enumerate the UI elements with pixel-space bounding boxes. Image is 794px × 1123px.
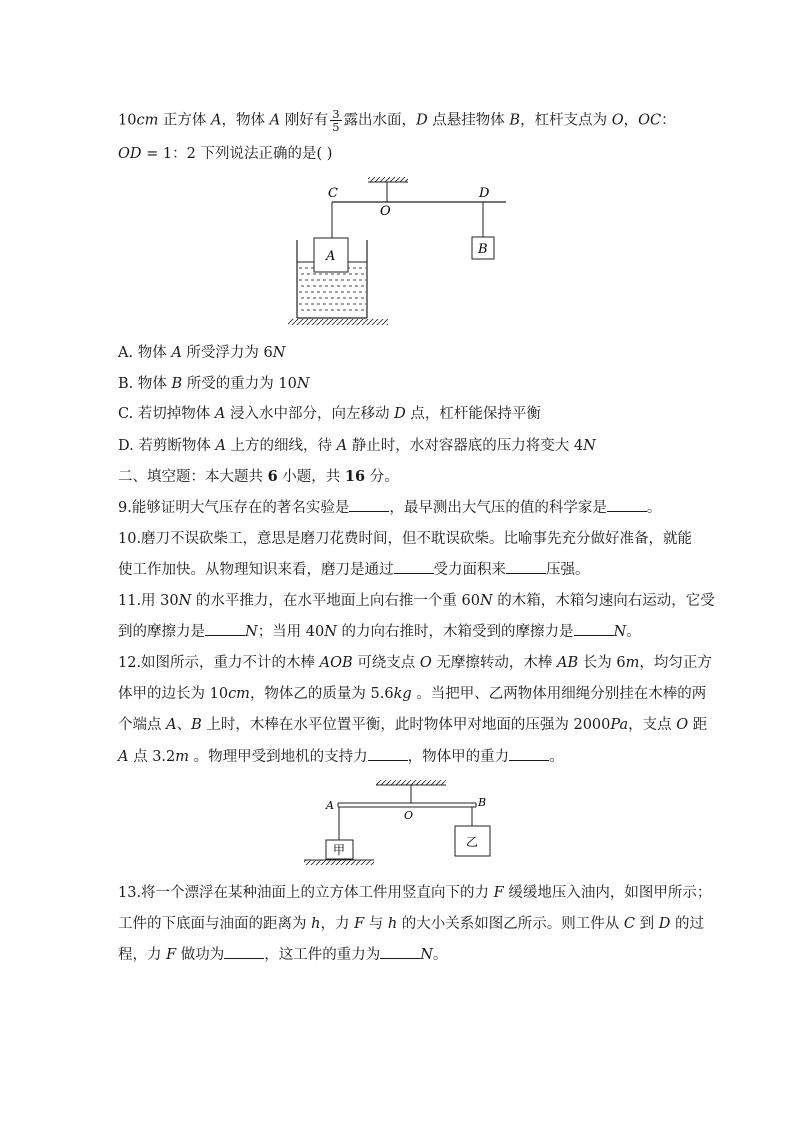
question-13-line3: 程，力 F 做功为 ，这工件的重力为 N。 xyxy=(118,947,448,963)
label-jia: 甲 xyxy=(333,843,346,857)
question-12-line3: 个端点 A、B 上时，木棒在水平位置平衡，此时物体甲对地面的压强为 2000Pa，支点 O 距 xyxy=(118,717,708,733)
option-A: A. 物体 A 所受浮力为 6N xyxy=(118,345,286,361)
label-C: C xyxy=(328,186,338,201)
answer-blank[interactable] xyxy=(394,561,434,574)
fraction-three-fifths: $\frac{3}{5}$ xyxy=(332,107,340,134)
option-D: D. 若剪断物体 A 上方的细线，待 A 静止时，水对容器底的压力将变大 4N xyxy=(118,438,596,454)
question-11-line1: 11.用 30N 的水平推力，在水平地面上向右推一个重 60N 的木箱，木箱匀速向右运动，它受 xyxy=(118,593,715,609)
answer-blank[interactable] xyxy=(607,499,647,512)
label-O: O xyxy=(404,809,414,822)
option-C: C. 若切掉物体 A 浸入水中部分，向左移动 D 点，杠杆能保持平衡 xyxy=(118,406,541,422)
question-12-line2: 体甲的边长为 10cm，物体乙的质量为 5.6kg 。当把甲、乙两物体用细绳分别挂在木棒的两 xyxy=(118,686,707,702)
question-12-line1: 12.如图所示，重力不计的木棒 AOB 可绕支点 O 无摩擦转动，木棒 AB 长为 6m，均匀正方 xyxy=(118,655,712,671)
ceiling-hatch xyxy=(368,177,408,182)
question-10-line2: 使工作加快。从物理知识来看，磨刀是通过 受力面积来 压强。 xyxy=(118,562,590,578)
answer-blank[interactable] xyxy=(574,623,614,636)
answer-blank[interactable] xyxy=(224,946,264,959)
answer-blank[interactable] xyxy=(506,561,546,574)
label-yi: 乙 xyxy=(466,835,479,849)
label-B: B xyxy=(478,242,488,257)
section-heading: 二、填空题：本大题共 6 小题，共 16 分。 xyxy=(118,468,399,485)
label-D: D xyxy=(479,186,490,201)
answer-blank[interactable] xyxy=(380,946,420,959)
option-B: B. 物体 B 所受的重力为 10N xyxy=(118,376,310,392)
lever-container-figure xyxy=(280,172,520,332)
question-12-line4: A 点 3.2m 。物理甲受到地机的支持力 ，物体甲的重力 。 xyxy=(118,749,564,765)
answer-blank[interactable] xyxy=(368,748,408,761)
ground-hatch xyxy=(304,860,374,865)
q8-line1: 10cm 正方体 A，物体 A 刚好有 $\frac{3}{5}$ 露出水面，D 点悬挂物体 B，杠杆支点为 O，OC： xyxy=(118,107,676,134)
question-11-line2: 到的摩擦力是 N；当用 40N 的力向右推时，木箱受到的摩擦力是 N。 xyxy=(118,624,641,640)
answer-blank[interactable] xyxy=(349,499,389,512)
answer-blank[interactable] xyxy=(509,748,549,761)
answer-blank[interactable] xyxy=(205,623,245,636)
question-13-line2: 工件的下底面与油面的距离为 h，力 F 与 h 的大小关系如图乙所示。则工件从 C 到 D 的过 xyxy=(118,916,704,932)
question-13-line1: 13.将一个漂浮在某种油面上的立方体工件用竖直向下的力 F 缓缓地压入油内，如图甲所示； xyxy=(118,885,712,901)
ceiling-hatch xyxy=(376,780,446,785)
label-B: B xyxy=(478,796,487,809)
lever-jia-yi-figure xyxy=(300,776,500,871)
ground-hatch xyxy=(288,319,388,325)
label-A: A xyxy=(326,249,336,264)
label-A: A xyxy=(326,799,334,812)
question-9: 9.能够证明大气压存在的著名实验是 ，最早测出大气压的值的科学家是 。 xyxy=(118,500,662,516)
question-10-line1: 10.磨刀不误砍柴工，意思是磨刀花费时间，但不耽误砍柴。比喻事先充分做好准备，就能 xyxy=(118,531,693,547)
label-O: O xyxy=(380,204,391,219)
q8-line2: OD = 1：2 下列说法正确的是( ) xyxy=(118,146,333,162)
